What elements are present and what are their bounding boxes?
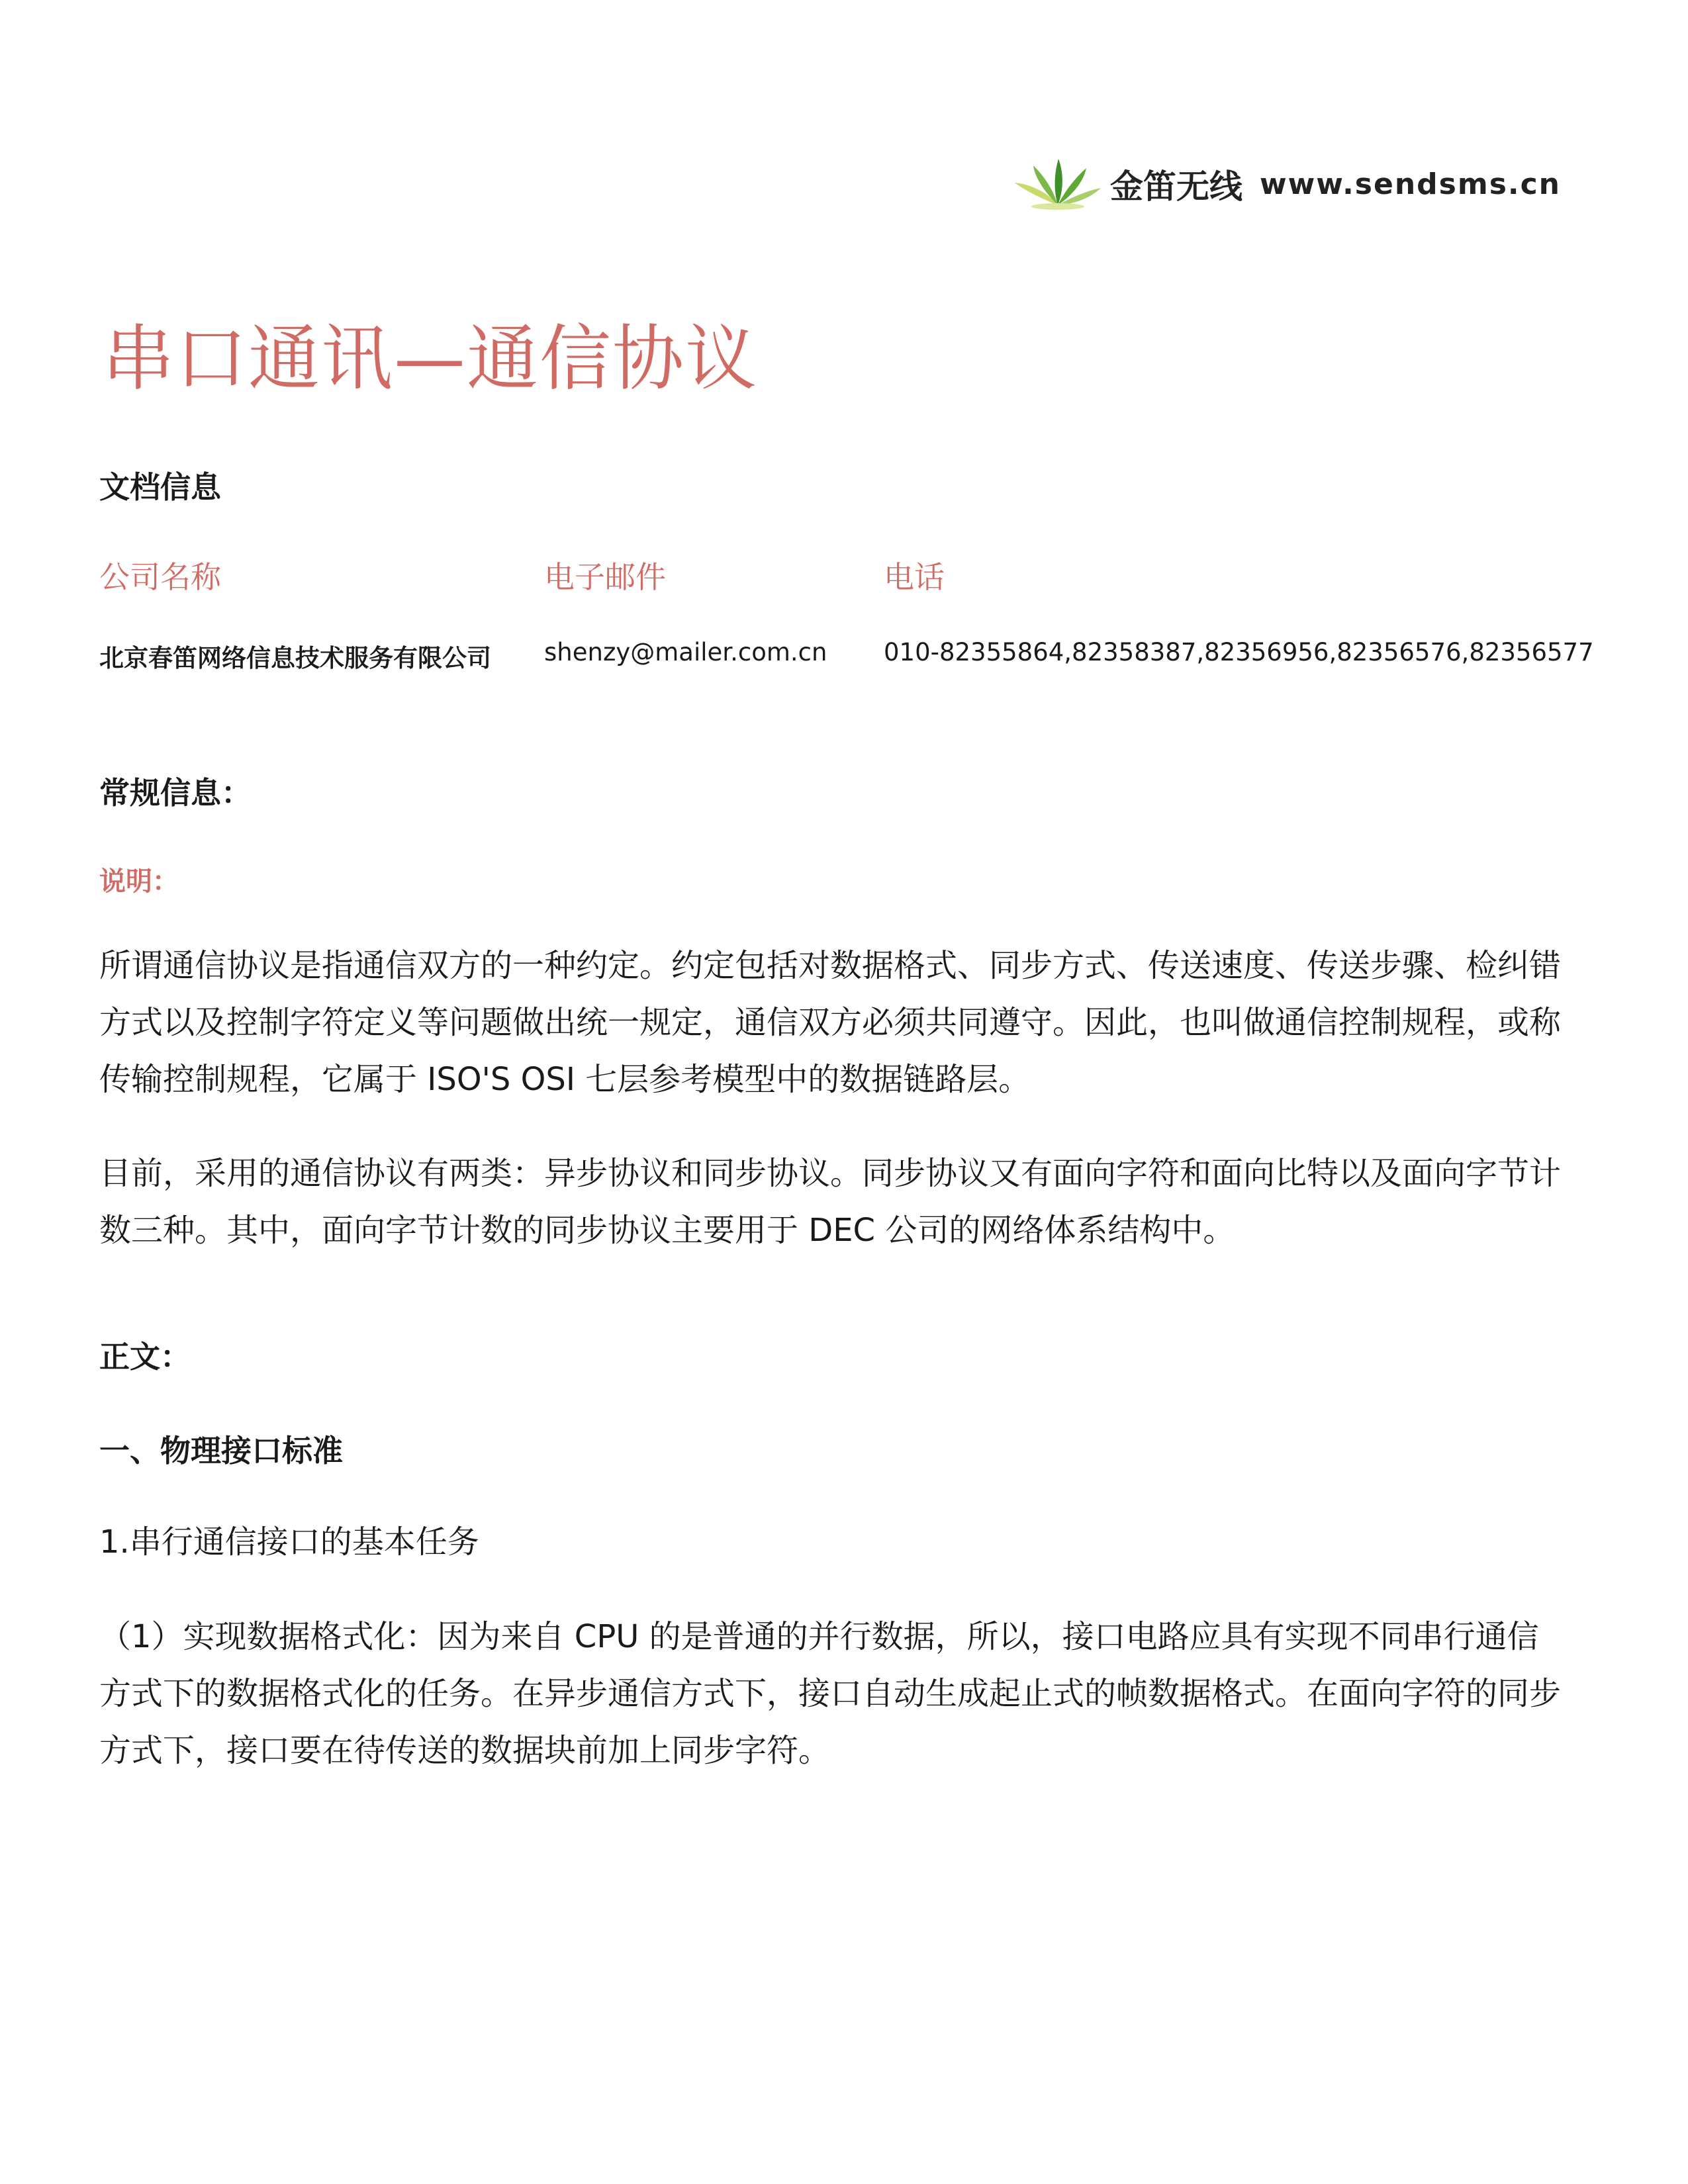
brand-url: www.sendsms.cn — [1259, 167, 1561, 201]
email-label: 电子邮件 — [544, 559, 666, 595]
brand-name: 金笛无线 — [1109, 167, 1243, 206]
note-label: 说明： — [99, 866, 179, 897]
general-info-heading: 常规信息： — [99, 775, 252, 811]
body-heading: 正文： — [99, 1339, 191, 1375]
phone-label: 电话 — [884, 559, 945, 595]
general-paragraph-2: 目前，采用的通信协议有两类：异步协议和同步协议。同步协议又有面向字符和面向比特以及面向字节计数三种。其中，面向字节计数的同步协议主要用于 DEC 公司的网络体系结构中。 — [99, 1155, 1562, 1249]
item-1-paragraph: （1）实现数据格式化：因为来自 CPU 的是普通的并行数据，所以，接口电路应具有实现不同串行通信方式下的数据格式化的任务。在异步通信方式下，接口自动生成起止式的帧数据格式。在面向字符的同步方式下，接口要在待传送的数据块前加上同步字符。 — [99, 1618, 1562, 1769]
email-value: shenzy@mailer.com.cn — [544, 638, 827, 666]
company-label: 公司名称 — [99, 559, 221, 595]
leaf-logo-icon — [1015, 158, 1101, 210]
brand-logo — [1015, 158, 1561, 210]
general-paragraph-1: 所谓通信协议是指通信双方的一种约定。约定包括对数据格式、同步方式、传送速度、传送步骤、检纠错方式以及控制字符定义等问题做出统一规定，通信双方必须共同遵守。因此，也叫做通信控制规程，或称传输控制规程，它属于 ISO'S OSI 七层参考模型中的数据链路层。 — [99, 947, 1562, 1098]
document-title: 串口通讯—通信协议 — [103, 318, 759, 400]
company-value: 北京春笛网络信息技术服务有限公司 — [99, 644, 491, 672]
doc-info-heading: 文档信息 — [99, 469, 221, 505]
section-1-title: 一、物理接口标准 — [99, 1433, 343, 1469]
phone-value: 010-82355864,82358387,82356956,82356576,82356577 — [884, 638, 1594, 666]
subsection-1-title: 1.串行通信接口的基本任务 — [99, 1524, 479, 1561]
